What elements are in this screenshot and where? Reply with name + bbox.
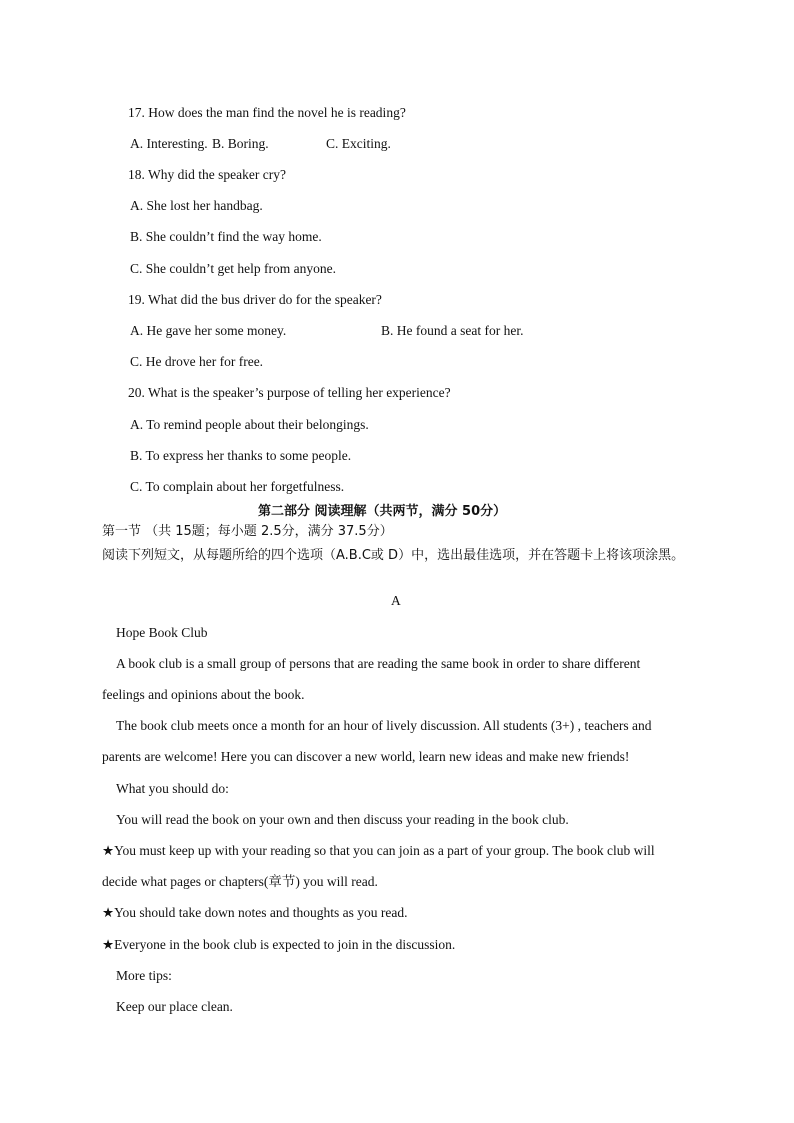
q19-option-a: A. He gave her some money. — [130, 323, 287, 338]
q17-option-a: A. Interesting. — [130, 136, 208, 151]
q18-option-c: C. She couldn’t get help from anyone. — [130, 261, 336, 276]
q18-option-b: B. She couldn’t find the way home. — [130, 229, 322, 244]
instruction: 阅读下列短文，从每题所给的四个选项（A.B.C或 D）中，选出最佳选项，并在答题卡上将该项涂黑。 — [102, 548, 685, 563]
passage-line: The book club meets once a month for an hour of lively discussion. All students (3+) , teachers and — [116, 718, 652, 733]
passage-line: ★You must keep up with your reading so that you can join as a part of your group. The book club will — [102, 843, 655, 858]
passage-line: What you should do: — [116, 781, 229, 796]
passage-line: decide what pages or chapters(章节) you will read. — [102, 874, 378, 889]
passage-line: A book club is a small group of persons that are reading the same book in order to share different — [116, 656, 641, 671]
passage-line: ★Everyone in the book club is expected to join in the discussion. — [102, 937, 456, 952]
q19-option-b: B. He found a seat for her. — [381, 323, 524, 338]
q17-stem: 17. How does the man find the novel he is reading? — [128, 105, 406, 120]
passage-line: More tips: — [116, 968, 172, 983]
passage-line: ★You should take down notes and thoughts as you read. — [102, 905, 408, 920]
q20-stem: 20. What is the speaker’s purpose of telling her experience? — [128, 385, 451, 400]
q17-option-b: B. Boring. — [212, 136, 269, 151]
section1-title: 第一节 （共 15题；每小题 2.5分，满分 37.5分） — [102, 524, 393, 539]
passage-line: parents are welcome! Here you can discover a new world, learn new ideas and make new friends! — [102, 749, 630, 764]
passage-title: Hope Book Club — [116, 625, 208, 640]
q18-stem: 18. Why did the speaker cry? — [128, 167, 286, 182]
q20-option-b: B. To express her thanks to some people. — [130, 448, 352, 463]
q17-option-c: C. Exciting. — [326, 136, 391, 151]
passage-letter: A — [391, 593, 401, 608]
part2-heading: 第二部分 阅读理解（共两节，满分 50分） — [258, 504, 507, 519]
passage-line: You will read the book on your own and then discuss your reading in the book club. — [116, 812, 569, 827]
passage-line: Keep our place clean. — [116, 999, 233, 1014]
q19-option-c: C. He drove her for free. — [130, 354, 264, 369]
q20-option-a: A. To remind people about their belongings. — [130, 417, 369, 432]
passage-line: feelings and opinions about the book. — [102, 687, 305, 702]
q18-option-a: A. She lost her handbag. — [130, 198, 263, 213]
q20-option-c: C. To complain about her forgetfulness. — [130, 479, 345, 494]
q19-stem: 19. What did the bus driver do for the speaker? — [128, 292, 382, 307]
